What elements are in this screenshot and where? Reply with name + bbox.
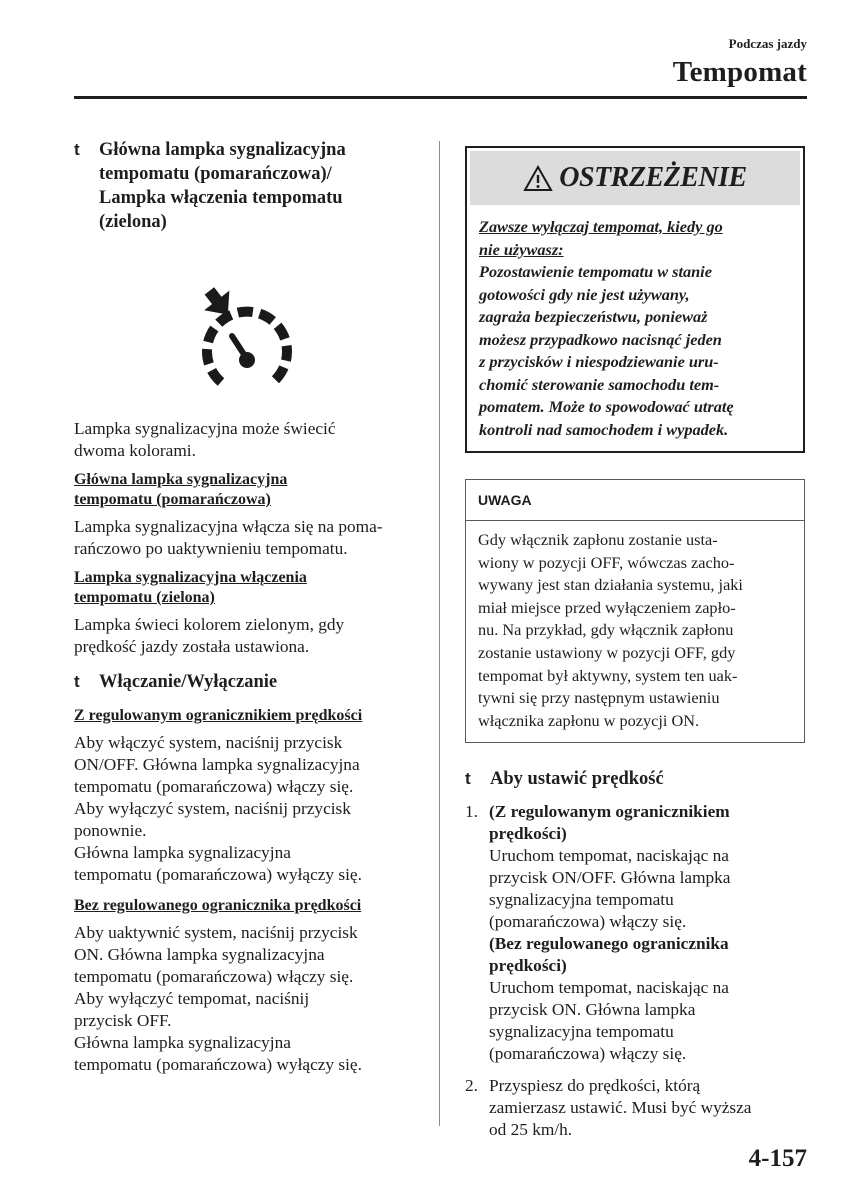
heading-text: Główna lampka sygnalizacyjna tempomatu (pomarańczowa)/ Lampka włączenia tempomatu (zielona): [99, 140, 346, 232]
note-title: UWAGA: [466, 480, 804, 521]
list-item: [465, 801, 805, 1065]
subheading-with-limiter: Z regulowanym ogranicznikiem prędkości: [74, 707, 363, 724]
column-divider: [439, 141, 440, 1126]
note-text: Gdy włącznik zapłonu zostanie usta- wiony w pozycji OFF, wówczas zacho- wywany jest stan działania systemu, jaki miał miejsce przed wyłączeniem zapło- nu. Na przykład, gdy włącznik zapłonu zostanie ustawiony w pozycji OFF, gdy tempomat był aktywny, system ten uak- tywni się przy następnym ustawieniu włącznika zapłonu w pozycji ON.: [478, 530, 743, 730]
heading-bullet: t: [465, 769, 471, 789]
page-number: 4-157: [748, 1145, 807, 1172]
note-box: [465, 479, 805, 743]
orange-lamp-paragraph: Lampka sygnalizacyjna włącza się na poma- rańczowo po uaktywnieniu tempomatu.: [74, 517, 383, 558]
without-limiter-paragraph: Aby uaktywnić system, naciśnij przycisk ON. Główna lampka sygnalizacyjna tempomatu (pomarańczowa) włączy się. Aby wyłączyć tempomat, naciśnij przycisk OFF. Główna lampka sygnalizacyjna tempomatu (pomarańczowa) wyłączy się.: [74, 923, 362, 1074]
warning-body: [467, 208, 803, 451]
header-rule: [74, 96, 807, 99]
step-text: Przyspiesz do prędkości, którą zamierzasz ustawić. Musi być wyższa od 25 km/h.: [489, 1076, 752, 1140]
subheading-orange-lamp: Główna lampka sygnalizacyjna tempomatu (pomarańczowa): [74, 471, 288, 508]
step-subtitle: (Bez regulowanego ogranicznika prędkości): [489, 934, 729, 976]
page-title: Tempomat: [672, 56, 807, 88]
step-text: Uruchom tempomat, naciskając na przycisk ON. Główna lampka sygnalizacyjna tempomatu (pomarańczowa) włączy się.: [489, 978, 729, 1064]
steps-list: [465, 801, 805, 1141]
warning-header: [470, 151, 800, 205]
with-limiter-paragraph: Aby włączyć system, naciśnij przycisk ON/OFF. Główna lampka sygnalizacyjna tempomatu (pomarańczowa) włączy się. Aby wyłączyć system, naciśnij przycisk ponownie. Główna lampka sygnalizacyjna tempomatu (pomarańczowa) wyłączy się.: [74, 733, 362, 884]
step-number: 1.: [465, 802, 478, 822]
warning-box: [465, 146, 805, 453]
heading-text: Aby ustawić prędkość: [490, 769, 664, 790]
heading-text: Włączanie/Wyłączanie: [99, 672, 278, 692]
heading-on-off: [74, 670, 419, 694]
warning-text: Pozostawienie tempomatu w stanie gotowości gdy nie jest używany, zagraża bezpieczeństwu, ponieważ możesz przypadkowo nacisnąć jeden z przycisków i niespodziewanie uru- chomić sterowanie samochodu tem- pomatem. Może to spowodować utratę kontroli nad samochodem i wypadek.: [479, 262, 734, 439]
step-subtitle: (Z regulowanym ogranicznikiem prędkości): [489, 802, 730, 844]
warning-title: OSTRZEŻENIE: [559, 162, 747, 193]
left-column: [74, 138, 419, 1084]
cruise-control-speedometer-icon: [194, 284, 294, 394]
right-column: [465, 146, 805, 1151]
heading-set-speed: [465, 767, 805, 791]
section-label: Podczas jazdy: [728, 36, 807, 51]
heading-indicator-lamps: [74, 138, 419, 234]
step-number: 2.: [465, 1076, 478, 1096]
heading-bullet: t: [74, 672, 80, 691]
warning-triangle-icon: [523, 165, 553, 192]
subheading-green-lamp: Lampka sygnalizacyjna włączenia tempomatu (zielona): [74, 569, 307, 606]
warning-lead: Zawsze wyłączaj tempomat, kiedy go nie używasz:: [479, 217, 723, 259]
green-lamp-paragraph: Lampka świeci kolorem zielonym, gdy prędkość jazdy została ustawiona.: [74, 615, 345, 656]
intro-paragraph: Lampka sygnalizacyjna może świecić dwoma kolorami.: [74, 419, 336, 460]
heading-bullet: t: [74, 140, 80, 159]
step-text: Uruchom tempomat, naciskając na przycisk ON/OFF. Główna lampka sygnalizacyjna tempomatu (pomarańczowa) włączy się.: [489, 846, 731, 932]
list-item: [465, 1075, 805, 1141]
subheading-without-limiter: Bez regulowanego ogranicznika prędkości: [74, 897, 362, 914]
